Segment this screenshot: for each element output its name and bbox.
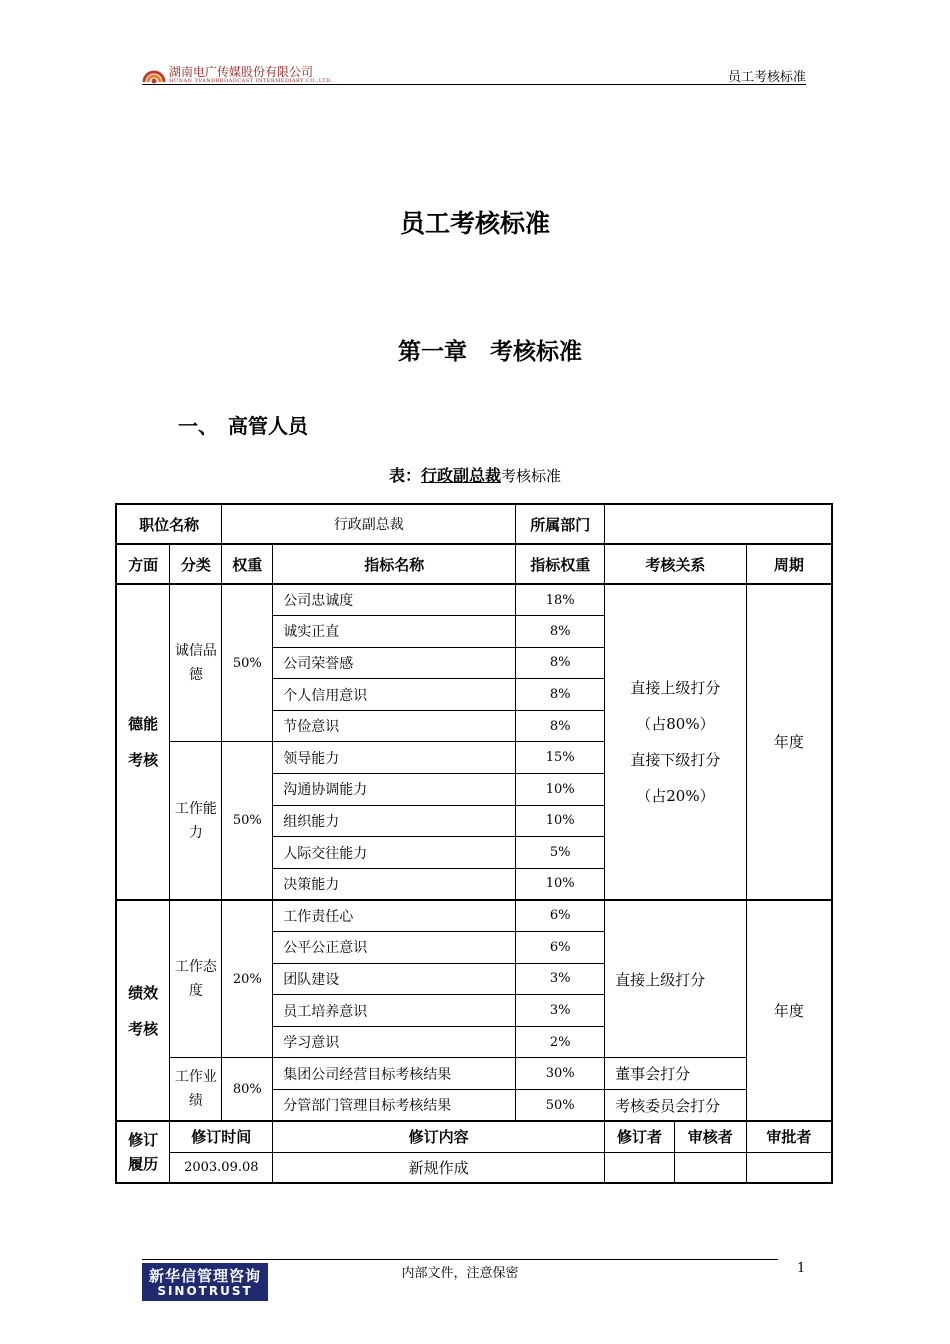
header-aspect: 方面	[116, 544, 170, 584]
reviewer	[674, 1152, 746, 1183]
document-title: 员工考核标准	[399, 209, 550, 238]
indicator-weight: 10%	[516, 774, 605, 806]
revision-label: 修订履历	[116, 1121, 170, 1183]
indicator-name: 工作责任心	[273, 900, 516, 932]
header-doc-label: 员工考核标准	[727, 70, 806, 85]
aspect-cell: 绩效考核	[116, 900, 170, 1121]
relation-line: 直接上级打分	[630, 678, 721, 697]
revision-content-header: 修订内容	[273, 1121, 605, 1152]
table-caption	[0, 463, 950, 486]
company-name: 湖南电广传媒股份有限公司	[169, 65, 314, 79]
footer-logo-en: SINOTRUST	[157, 1284, 253, 1298]
company-logo	[142, 62, 332, 86]
revision-content: 新规作成	[273, 1152, 605, 1183]
aspect-cell: 德能考核	[116, 584, 170, 900]
indicator-name: 诚实正直	[273, 616, 516, 648]
indicator-name: 领导能力	[273, 742, 516, 774]
indicator-name: 集团公司经营目标考核结果	[273, 1058, 516, 1090]
indicator-name: 学习意识	[273, 1026, 516, 1058]
revision-time: 2003.09.08	[170, 1152, 273, 1183]
revision-row	[116, 1152, 832, 1183]
indicator-weight: 50%	[516, 1090, 605, 1122]
company-name-en: HUNAN TVANDBROADCAST INTERMEDIARY CO.,LTD.	[169, 78, 333, 84]
indicator-name: 公平公正意识	[273, 932, 516, 964]
indicator-weight: 8%	[516, 679, 605, 711]
relation-line: （占80%）	[636, 714, 715, 733]
indicator-weight: 6%	[516, 932, 605, 964]
footer-logo-cn: 新华信管理咨询	[148, 1267, 261, 1285]
indicator-weight: 8%	[516, 616, 605, 648]
approver	[746, 1152, 832, 1183]
indicator-weight: 3%	[516, 995, 605, 1027]
table-row	[116, 900, 832, 932]
header-indicator-weight: 指标权重	[516, 544, 605, 584]
relation-cell: 考核委员会打分	[605, 1090, 747, 1122]
reviser-header: 修订者	[605, 1121, 675, 1152]
dept-value	[605, 504, 832, 544]
approver-header: 审批者	[746, 1121, 832, 1152]
revision-time-header: 修订时间	[170, 1121, 273, 1152]
position-row	[116, 504, 832, 544]
indicator-weight: 10%	[516, 868, 605, 900]
caption-prefix: 表：	[388, 466, 421, 485]
indicator-weight: 30%	[516, 1058, 605, 1090]
category-weight: 80%	[222, 1058, 273, 1121]
indicator-name: 公司忠诚度	[273, 584, 516, 616]
chapter-heading: 第一章 考核标准	[398, 339, 582, 365]
indicator-name: 员工培养意识	[273, 995, 516, 1027]
reviser	[605, 1152, 675, 1183]
table-row	[116, 584, 832, 616]
category-weight: 50%	[222, 742, 273, 900]
indicator-weight: 8%	[516, 710, 605, 742]
dept-label: 所属部门	[516, 504, 605, 544]
indicator-weight: 15%	[516, 742, 605, 774]
relation-cell: 董事会打分	[605, 1058, 747, 1090]
indicator-name: 公司荣誉感	[273, 647, 516, 679]
indicator-name: 人际交往能力	[273, 837, 516, 869]
header-divider	[142, 84, 806, 85]
indicator-name: 沟通协调能力	[273, 774, 516, 806]
category-cell: 诚信品德	[170, 584, 222, 742]
period-cell: 年度	[746, 584, 832, 900]
indicator-weight: 3%	[516, 963, 605, 995]
section-heading: 一、 高管人员	[178, 414, 308, 438]
header-period: 周期	[746, 544, 832, 584]
indicator-weight: 2%	[516, 1026, 605, 1058]
indicator-weight: 6%	[516, 900, 605, 932]
caption-position: 行政副总裁	[420, 466, 501, 485]
table-row	[116, 1058, 832, 1090]
header-weight: 权重	[222, 544, 273, 584]
indicator-name: 组织能力	[273, 805, 516, 837]
category-cell: 工作业绩	[170, 1058, 222, 1121]
period-cell: 年度	[746, 900, 832, 1121]
evaluation-standard-table	[115, 503, 833, 1184]
header-relation: 考核关系	[605, 544, 747, 584]
relation-line: （占20%）	[636, 786, 715, 805]
indicator-name: 节俭意识	[273, 710, 516, 742]
indicator-name: 分管部门管理目标考核结果	[273, 1090, 516, 1122]
indicator-name: 决策能力	[273, 868, 516, 900]
confidential-note: 内部文件，注意保密	[401, 1266, 519, 1281]
page-number: 1	[797, 1261, 806, 1276]
caption-suffix: 考核标准	[501, 467, 562, 485]
relation-cell: 直接上级打分	[605, 900, 747, 1058]
indicator-name: 个人信用意识	[273, 679, 516, 711]
indicator-weight: 10%	[516, 805, 605, 837]
relation-line: 直接下级打分	[630, 750, 721, 769]
header-indicator: 指标名称	[273, 544, 516, 584]
position-label: 职位名称	[116, 504, 222, 544]
footer-divider	[142, 1259, 778, 1260]
position-value: 行政副总裁	[222, 504, 516, 544]
revision-header-row	[116, 1121, 832, 1152]
category-weight: 50%	[222, 584, 273, 742]
indicator-name: 团队建设	[273, 963, 516, 995]
reviewer-header: 审核者	[674, 1121, 746, 1152]
indicator-weight: 5%	[516, 837, 605, 869]
column-header-row	[116, 544, 832, 584]
category-cell: 工作态度	[170, 900, 222, 1058]
sun-logo-icon	[142, 62, 166, 84]
indicator-weight: 18%	[516, 584, 605, 616]
relation-cell	[605, 584, 747, 900]
indicator-weight: 8%	[516, 647, 605, 679]
category-cell: 工作能力	[170, 742, 222, 900]
header-category: 分类	[170, 544, 222, 584]
category-weight: 20%	[222, 900, 273, 1058]
